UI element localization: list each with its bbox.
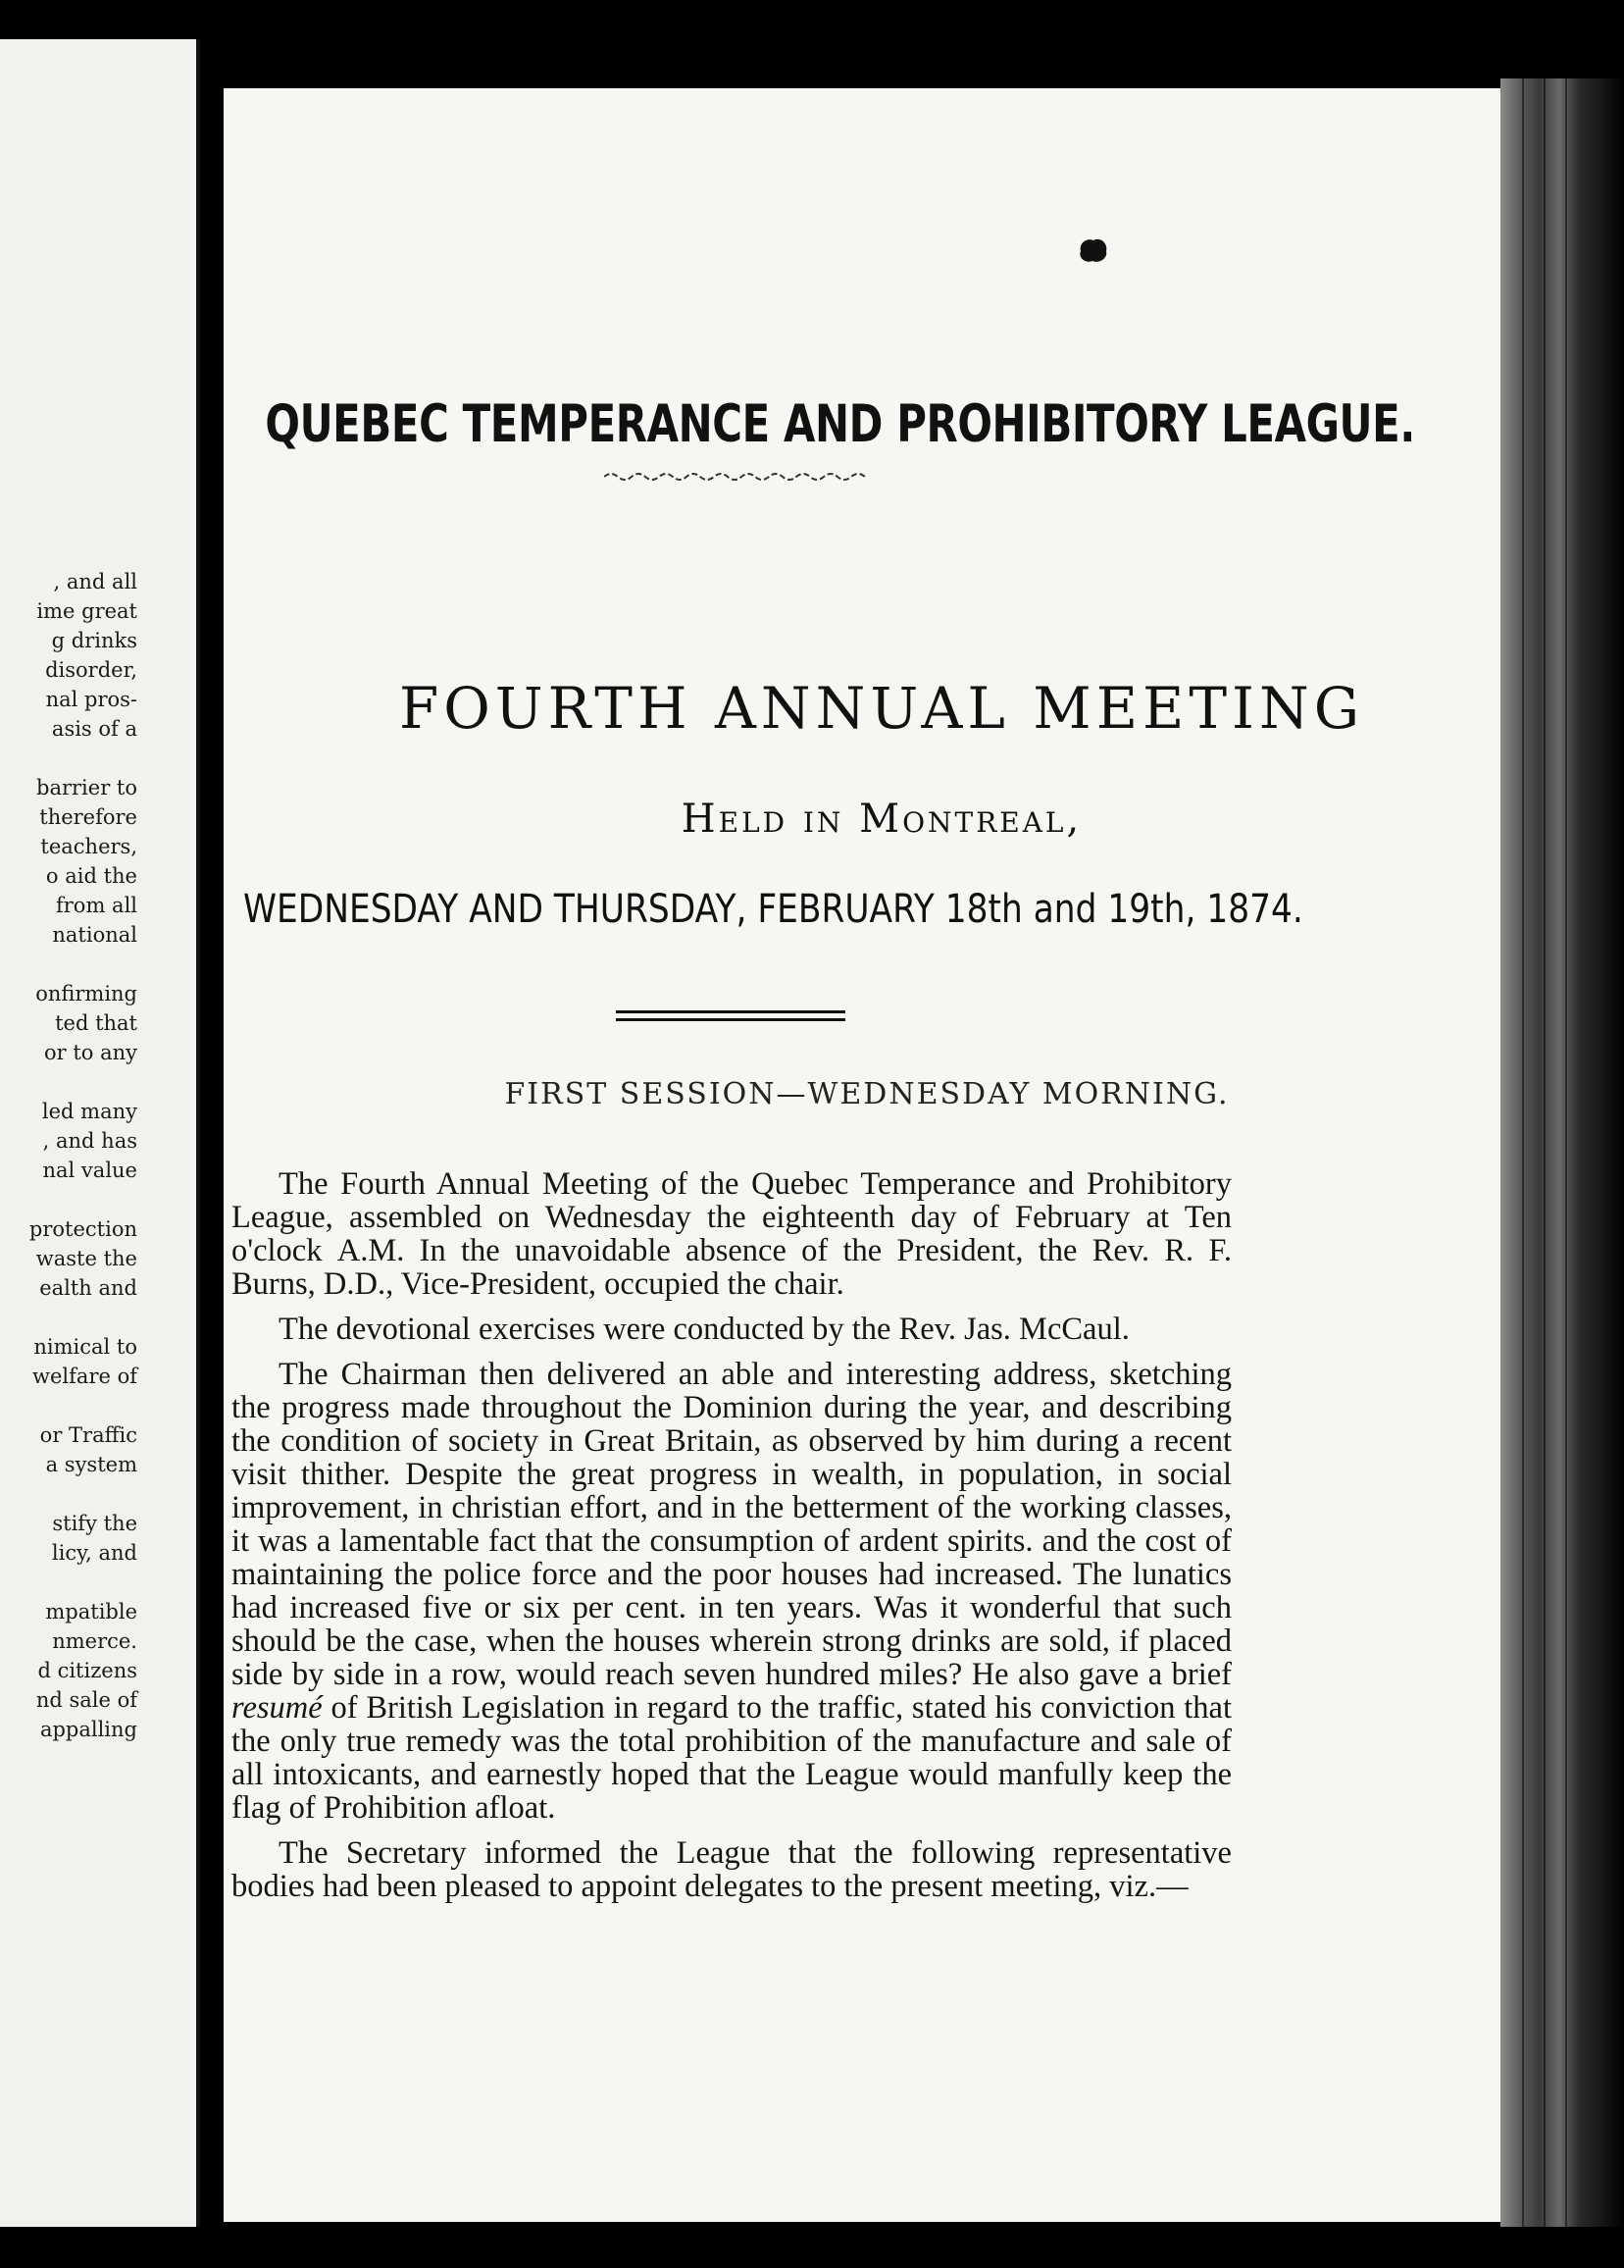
edge-line [1544, 78, 1546, 2227]
left-line: waste the [35, 1247, 137, 1270]
double-rule-bottom [616, 1018, 845, 1021]
left-line: from all [56, 894, 137, 917]
left-line: or Traffic [39, 1423, 137, 1447]
meeting-location: Held in Montreal, [681, 797, 1083, 842]
paragraph-text: The Secretary informed the League that the following representative bodies had been pleased to appoint delegates to the present meeting, viz.— [231, 1835, 1232, 1904]
paragraph-text: The Fourth Annual Meeting of the Quebec Temperance and Prohibitory League, assembled on Wednesday the eighteenth day of February at Ten o'clock [231, 1166, 1232, 1268]
left-line: ted that [55, 1011, 137, 1035]
left-line: o aid the [45, 864, 137, 888]
paragraph-text: In the unavoidable absence of the President, the Rev. R. F. Burns, D.D., Vice-President, occupied the chair. [231, 1233, 1233, 1302]
league-title: QUEBEC TEMPERANCE AND PROHIBITORY LEAGUE. [265, 394, 1415, 454]
left-line: asis of a [51, 717, 137, 741]
left-line: ealth and [39, 1276, 137, 1300]
left-line: licy, and [51, 1541, 137, 1565]
paragraph-text: The Chairman then delivered an able and interesting address, sketching the progress made throughout the Dominion during the year, and describing the condition of society in Great Britain, as observed by him during a recent visit thither. Despite the great progress in wealth, in population, in social improvement, in christian effort, and in the betterment of the working classes, it was a lamentable fact that the consumption of ardent spirits. and the cost of maintaining the police force and the poor houses had increased. The lunatics had increased five or six per cent. in ten years. Was it wonderful that such should be the case, when the houses wherein strong drinks are sold, if placed side by side in a row, would reach seven hundred miles? He also gave a brief [231, 1357, 1232, 1692]
left-line: therefore [39, 805, 137, 829]
left-line: disorder, [45, 658, 137, 682]
session-heading: FIRST SESSION—WEDNESDAY MORNING. [504, 1077, 1230, 1111]
left-line: barrier to [36, 776, 137, 799]
left-line: nd sale of [35, 1688, 137, 1712]
left-line: ime great [36, 599, 137, 623]
ink-blot-icon [1077, 235, 1110, 265]
left-line: g drinks [51, 629, 137, 652]
paragraph-text: The devotional exercises were conducted by the Rev. Jas. McCaul. [279, 1312, 1130, 1347]
wavy-divider [604, 469, 869, 485]
paragraph-secretary [231, 1836, 1232, 1903]
left-line: teachers, [40, 835, 137, 858]
paragraph-text: of British Legislation in regard to the traffic, stated his conviction that the only true remedy was the total prohibition of the manufacture and sale of all intoxicants, and earnestly hoped that the League would manfully keep the flag of Prohibition afloat. [231, 1690, 1233, 1826]
left-line: or to any [43, 1041, 137, 1064]
page-stack-edge [1500, 78, 1624, 2227]
left-line: a system [45, 1453, 137, 1476]
left-line: nmerce. [52, 1629, 137, 1653]
left-line: appalling [39, 1718, 137, 1741]
main-page [224, 88, 1500, 2222]
left-line: stify the [52, 1512, 137, 1535]
paragraph-opening [231, 1167, 1232, 1301]
left-line: nal value [42, 1159, 137, 1182]
left-line: d citizens [37, 1659, 137, 1682]
left-line: , and all [53, 570, 137, 593]
left-line: mpatible [45, 1600, 137, 1624]
left-line: protection [28, 1217, 137, 1241]
left-line: , and has [42, 1129, 137, 1153]
meeting-dates: WEDNESDAY AND THURSDAY, FEBRUARY 18th and 19th, 1874. [243, 887, 1303, 932]
body-text [231, 1167, 1232, 1915]
paragraph-devotional [231, 1313, 1232, 1346]
paragraph-chairman [231, 1358, 1232, 1825]
time-abbreviation: A.M. [336, 1233, 405, 1268]
left-page-text [0, 567, 137, 1744]
meeting-title: FOURTH ANNUAL MEETING [398, 675, 1365, 742]
double-rule-top [616, 1010, 845, 1013]
edge-line [1522, 78, 1524, 2227]
left-line: nimical to [33, 1335, 137, 1359]
left-facing-page [0, 39, 200, 2227]
italic-word: resumé [231, 1690, 323, 1726]
left-line: welfare of [32, 1365, 137, 1388]
left-line: national [52, 923, 137, 947]
left-line: onfirming [35, 982, 137, 1005]
left-line: nal pros- [45, 688, 137, 711]
left-line: led many [41, 1100, 137, 1123]
edge-line [1565, 78, 1567, 2227]
